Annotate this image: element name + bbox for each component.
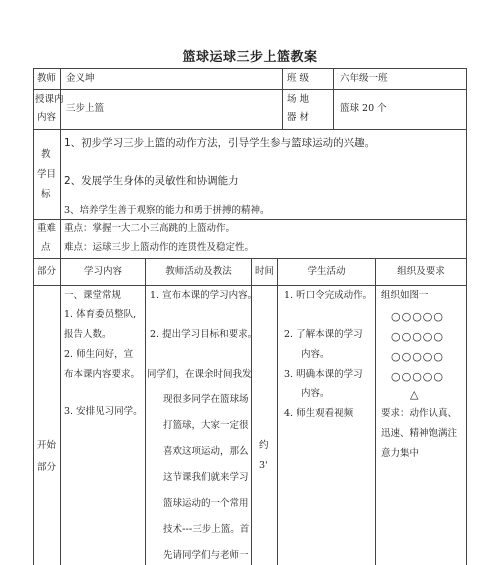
table-rule [466, 68, 467, 565]
formation-row: ○○○○○ [391, 310, 444, 323]
table-rule [33, 129, 467, 130]
content-label-line1: 授课内 [35, 94, 64, 105]
goal-3: 3、培养学生善于观察的能力和勇于拼搏的精神。 [64, 205, 270, 216]
table-rule [33, 68, 34, 565]
content-line: 一、课堂常规 [64, 290, 122, 301]
part-label-line1: 开始 [37, 440, 57, 451]
teacher-narrative-line: 篮球运动的一个常用 [163, 498, 249, 509]
teacher-value: 金义坤 [66, 73, 95, 84]
table-rule [33, 68, 467, 69]
teacher-narrative-line: 同学们，在课余时间我发 [147, 369, 252, 380]
col-header-teacher: 教师活动及教法 [165, 266, 232, 277]
org-requirement-line: 意力集中 [381, 448, 420, 459]
document-title: 篮球运球三步上篮教案 [182, 50, 318, 65]
formation-row: ○○○○○ [391, 370, 444, 383]
student-activity-line: 1. 听口令完成动作。 [284, 290, 373, 301]
content-value: 三步上篮 [66, 103, 105, 114]
teacher-activity-line: 1. 宣布本课的学习内容。 [150, 290, 258, 301]
table-rule [145, 258, 146, 565]
class-value: 六年级一班 [340, 73, 388, 84]
content-line: 3. 安排见习同学。 [64, 406, 143, 417]
col-header-part: 部分 [37, 266, 57, 277]
table-rule [375, 258, 376, 565]
time-value: 3' [259, 460, 268, 471]
col-header-time: 时间 [254, 266, 274, 277]
content-line: 布本课内容要求。 [64, 369, 141, 380]
org-requirement-line: 要求：动作认真、 [381, 408, 458, 419]
org-requirement-line: 迅速、精神饱满注 [381, 428, 458, 439]
teacher-narrative-line: 先请同学们与老师一 [163, 550, 249, 561]
venue-label-line1: 场 地 [287, 94, 310, 105]
student-activity-line: 4. 师生观看视频 [284, 408, 354, 419]
teacher-label: 教师 [37, 73, 57, 84]
content-label-line2: 内容 [37, 112, 57, 123]
goal-1: 1、初步学习三步上篮的动作方法，引导学生参与篮球运动的兴趣。 [64, 137, 376, 149]
key-point: 重点：掌握一大二小三高跳的上篮动作。 [64, 223, 236, 234]
col-header-student: 学生活动 [307, 266, 346, 277]
keypoints-label-line1: 重难 [37, 223, 57, 234]
goals-label-line1: 教 [41, 149, 51, 160]
content-line: 报告人数。 [64, 329, 112, 340]
teacher-narrative-line: 技术---三步上篮。首 [163, 524, 250, 535]
goals-label-line2: 学目 [37, 169, 57, 180]
table-rule [277, 258, 278, 565]
table-rule [33, 285, 467, 286]
col-header-content: 学习内容 [83, 266, 122, 277]
part-label-line2: 部分 [37, 462, 57, 473]
formation-row: ○○○○○ [391, 350, 444, 363]
keypoints-label-line2: 点 [41, 242, 51, 253]
table-rule [33, 89, 467, 90]
venue-value: 篮球 20 个 [340, 103, 387, 114]
teacher-activity-line: 2. 提出学习目标和要求。 [150, 329, 258, 340]
goal-2: 2、发展学生身体的灵敏性和协调能力 [64, 175, 239, 187]
table-rule [282, 68, 283, 129]
venue-label-line2: 器 材 [287, 112, 310, 123]
table-rule [60, 68, 61, 565]
org-title: 组织如图一 [381, 290, 429, 301]
student-activity-line: 内容。 [301, 349, 330, 360]
teacher-narrative-line: 打篮球，大家一定很 [163, 420, 249, 431]
table-rule [333, 68, 334, 129]
time-label: 约 [259, 440, 269, 451]
difficult-point: 难点：运球三步上篮动作的连贯性及稳定性。 [64, 242, 255, 253]
teacher-narrative-line: 这节课我们就来学习 [163, 472, 249, 483]
student-activity-line: 2. 了解本课的学习 [284, 329, 363, 340]
formation-row: ○○○○○ [391, 330, 444, 343]
table-rule [33, 258, 467, 259]
teacher-position-icon: △ [410, 388, 420, 401]
content-line: 1. 体育委员整队, [64, 309, 137, 320]
content-line: 2. 师生问好，宣 [64, 349, 134, 360]
class-label: 班 级 [287, 73, 310, 84]
student-activity-line: 内容。 [301, 388, 330, 399]
col-header-organization: 组织及要求 [397, 266, 445, 277]
goals-label-line3: 标 [41, 189, 51, 200]
teacher-narrative-line: 现很多同学在篮球场 [163, 394, 249, 405]
teacher-narrative-line: 喜欢这项运动，那么 [163, 446, 249, 457]
student-activity-line: 3. 明确本课的学习 [284, 369, 363, 380]
